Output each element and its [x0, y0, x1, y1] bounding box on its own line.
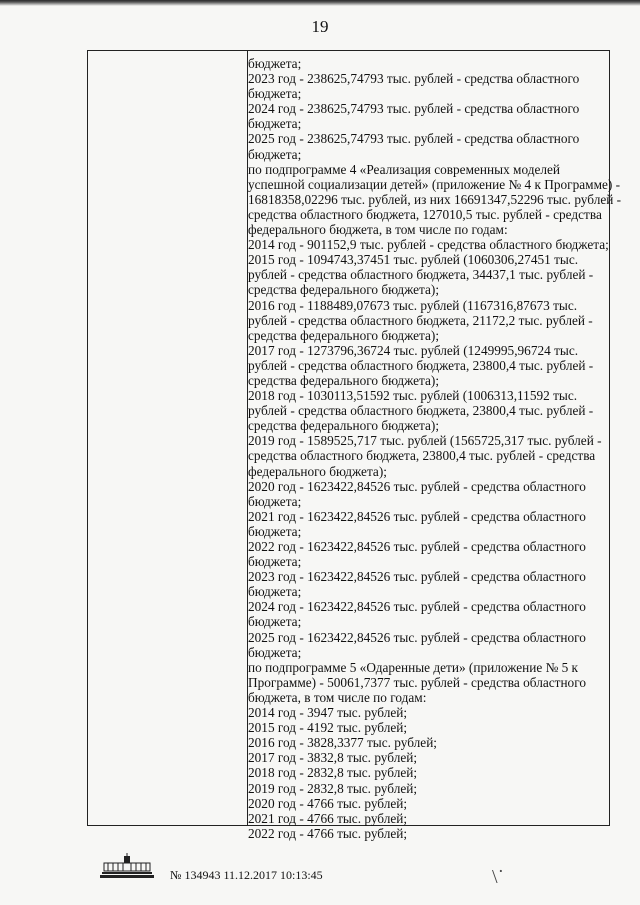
- table-text-line: 16818358,02296 тыс. рублей, из них 16691347,52296 тыс. рублей -: [248, 191, 622, 207]
- table-text-line: по подпрограмме 4 «Реализация современных моделей: [248, 161, 561, 177]
- table-text-line: по подпрограмме 5 «Одаренные дети» (приложение № 5 к: [248, 659, 579, 675]
- document-table: [87, 50, 622, 841]
- table-text-line: рублей - средства областного бюджета, 23800,4 тыс. рублей -: [248, 403, 594, 419]
- table-text-line: средства федерального бюджета);: [248, 282, 440, 298]
- table-text-line: средства федерального бюджета);: [248, 418, 440, 434]
- table-text-line: бюджета;: [248, 523, 302, 539]
- table-text-line: бюджета;: [248, 86, 302, 102]
- table-text-line: 2017 год - 3832,8 тыс. рублей;: [248, 750, 418, 766]
- table-text-line: 2014 год - 3947 тыс. рублей;: [248, 705, 408, 721]
- table-text-line: средства областного бюджета, 23800,4 тыс. рублей - средства: [248, 448, 596, 464]
- table-text-line: бюджета;: [248, 56, 302, 71]
- table-text-line: 2015 год - 4192 тыс. рублей;: [248, 720, 408, 736]
- document-registration-stamp: № 134943 11.12.2017 10:13:45: [170, 868, 323, 882]
- table-text-line: рублей - средства областного бюджета, 21172,2 тыс. рублей -: [248, 312, 593, 328]
- table-text-line: 2024 год - 238625,74793 тыс. рублей - средства областного: [248, 101, 580, 117]
- table-text-line: 2024 год - 1623422,84526 тыс. рублей - средства областного: [248, 599, 586, 615]
- table-text-line: средства федерального бюджета);: [248, 327, 440, 343]
- page-number: 19: [311, 17, 329, 36]
- table-text-line: федерального бюджета);: [248, 463, 387, 479]
- government-building-logo: [100, 853, 154, 879]
- table-text-line: бюджета;: [248, 554, 302, 570]
- table-text-line: 2022 год - 4766 тыс. рублей;: [248, 825, 408, 841]
- table-text-line: федерального бюджета, в том числе по годам:: [248, 222, 508, 238]
- table-text-line: 2019 год - 1589525,717 тыс. рублей (1565725,317 тыс. рублей -: [248, 433, 602, 449]
- table-text-line: 2015 год - 1094743,37451 тыс. рублей (1060306,27451 тыс.: [248, 252, 579, 268]
- table-text-line: 2019 год - 2832,8 тыс. рублей;: [248, 780, 418, 796]
- table-text-line: бюджета;: [248, 146, 302, 162]
- table-text-line: 2023 год - 1623422,84526 тыс. рублей - средства областного: [248, 569, 586, 585]
- table-text-line: 2021 год - 1623422,84526 тыс. рублей - средства областного: [248, 508, 586, 524]
- table-text-line: бюджета;: [248, 614, 302, 630]
- table-text-line: 2025 год - 1623422,84526 тыс. рублей - средства областного: [248, 629, 586, 645]
- table-text-line: рублей - средства областного бюджета, 23800,4 тыс. рублей -: [248, 357, 594, 373]
- scan-top-edge: [0, 0, 640, 6]
- table-text-line: 2021 год - 4766 тыс. рублей;: [248, 810, 408, 826]
- table-text-line: средства областного бюджета, 127010,5 тыс. рублей - средства: [248, 206, 602, 222]
- table-text-line: 2020 год - 1623422,84526 тыс. рублей - средства областного: [248, 478, 586, 494]
- table-text-line: 2023 год - 238625,74793 тыс. рублей - средства областного: [248, 71, 580, 87]
- table-text-line: бюджета;: [248, 116, 302, 132]
- table-text-line: 2022 год - 1623422,84526 тыс. рублей - средства областного: [248, 539, 586, 554]
- scan-artifact-mark: \˙: [492, 866, 505, 888]
- table-text-line: 2018 год - 2832,8 тыс. рублей;: [248, 765, 418, 781]
- table-text-line: 2016 год - 3828,3377 тыс. рублей;: [248, 735, 438, 751]
- table-text-line: бюджета;: [248, 493, 302, 509]
- table-text-line: 2017 год - 1273796,36724 тыс. рублей (1249995,96724 тыс.: [248, 342, 579, 358]
- table-text-line: Программе) - 50061,7377 тыс. рублей - средства областного: [248, 674, 586, 690]
- table-text-line: средства федерального бюджета);: [248, 372, 440, 388]
- table-text-line: 2014 год - 901152,9 тыс. рублей - средства областного бюджета;: [248, 237, 609, 253]
- table-text-column: [248, 56, 622, 841]
- table-text-line: бюджета;: [248, 644, 302, 660]
- table-text-line: бюджета;: [248, 584, 302, 600]
- table-text-line: успешной социализации детей» (приложение № 4 к Программе) -: [248, 176, 621, 192]
- table-text-line: рублей - средства областного бюджета, 34437,1 тыс. рублей -: [248, 267, 594, 283]
- table-text-line: 2025 год - 238625,74793 тыс. рублей - средства областного: [248, 131, 580, 147]
- table-text-line: 2018 год - 1030113,51592 тыс. рублей (1006313,11592 тыс.: [248, 388, 578, 404]
- table-text-line: 2016 год - 1188489,07673 тыс. рублей (1167316,87673 тыс.: [248, 297, 578, 313]
- table-text-line: 2020 год - 4766 тыс. рублей;: [248, 795, 408, 811]
- table-text-line: бюджета, в том числе по годам:: [248, 689, 427, 705]
